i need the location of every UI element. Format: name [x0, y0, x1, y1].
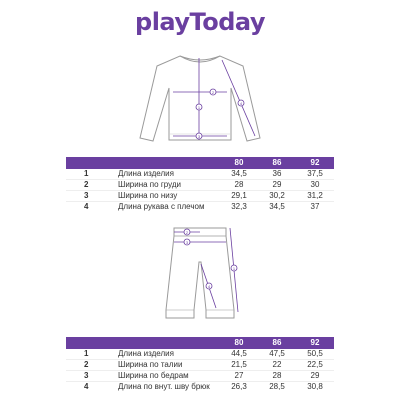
table-row: [66, 169, 334, 180]
svg-text:4: 4: [207, 284, 211, 289]
table-row: [66, 180, 334, 191]
row-value: 22,5: [296, 360, 334, 371]
row-label: Длина изделия: [118, 349, 220, 360]
pants-illustration: [0, 222, 400, 322]
row-value: 26,3: [231, 382, 247, 391]
row-value: 21,5: [220, 360, 258, 371]
row-value: 27: [220, 371, 258, 382]
row-number: 4: [84, 382, 89, 391]
marker-3: [196, 133, 202, 139]
table-row: [66, 382, 334, 393]
marker-4: [238, 100, 244, 106]
row-label: Ширина по талии: [118, 360, 220, 371]
row-value: 32,3: [231, 202, 247, 211]
row-value: 36: [258, 169, 296, 180]
svg-text:1: 1: [197, 105, 201, 110]
svg-text:4: 4: [239, 101, 243, 106]
size-header: 86: [258, 337, 296, 349]
marker-3: [184, 239, 190, 245]
table-header-row: [66, 337, 334, 349]
row-value: 29: [296, 371, 334, 382]
table-row: [66, 202, 334, 213]
row-value: 30: [296, 180, 334, 191]
marker-2: [184, 229, 190, 235]
row-number: 1: [66, 349, 118, 360]
row-value: 28: [258, 371, 296, 382]
row-value: 37: [310, 202, 320, 211]
row-value: 34,5: [269, 202, 285, 211]
row-value: 22: [258, 360, 296, 371]
row-label: Ширина по низу: [118, 191, 220, 202]
row-label: Ширина по груди: [118, 180, 220, 191]
row-value: 34,5: [220, 169, 258, 180]
row-value: 30,8: [307, 382, 323, 391]
size-header: 80: [220, 157, 258, 169]
row-value: 47,5: [258, 349, 296, 360]
svg-text:3: 3: [185, 240, 189, 245]
row-label: Ширина по бедрам: [118, 371, 220, 382]
row-value: 31,2: [296, 191, 334, 202]
svg-text:2: 2: [211, 90, 215, 95]
row-number: 2: [66, 360, 118, 371]
row-number: 2: [66, 180, 118, 191]
size-header: 92: [296, 337, 334, 349]
row-label: Длина рукава с плечом: [118, 202, 205, 211]
table-row: [66, 191, 334, 202]
marker-4: [206, 283, 212, 289]
row-number: 1: [66, 169, 118, 180]
marker-2: [210, 89, 216, 95]
row-number: 3: [66, 371, 118, 382]
svg-text:3: 3: [197, 134, 201, 139]
row-value: 28,5: [269, 382, 285, 391]
svg-text:1: 1: [232, 266, 236, 271]
pants-size-table: [66, 337, 334, 392]
row-value: 29: [258, 180, 296, 191]
table-header-row: [66, 157, 334, 169]
table-row: [66, 349, 334, 360]
top-garment-illustration: [0, 48, 400, 148]
sweater-diagram: [135, 48, 265, 148]
table-row: [66, 371, 334, 382]
row-value: 37,5: [296, 169, 334, 180]
row-label: Длина по внут. шву брюк: [118, 382, 210, 391]
size-header: 80: [220, 337, 258, 349]
row-value: 44,5: [220, 349, 258, 360]
pants-diagram: [160, 222, 240, 322]
marker-1: [196, 104, 202, 110]
brand-logo: playToday: [135, 8, 265, 36]
top-size-table: [66, 157, 334, 212]
size-header: 86: [258, 157, 296, 169]
row-number: 3: [66, 191, 118, 202]
size-header: 92: [296, 157, 334, 169]
row-label: Длина изделия: [118, 169, 220, 180]
svg-text:2: 2: [185, 230, 189, 235]
marker-1: [231, 265, 237, 271]
table-row: [66, 360, 334, 371]
row-value: 50,5: [296, 349, 334, 360]
row-value: 30,2: [258, 191, 296, 202]
row-value: 28: [220, 180, 258, 191]
row-value: 29,1: [220, 191, 258, 202]
row-number: 4: [84, 202, 89, 211]
